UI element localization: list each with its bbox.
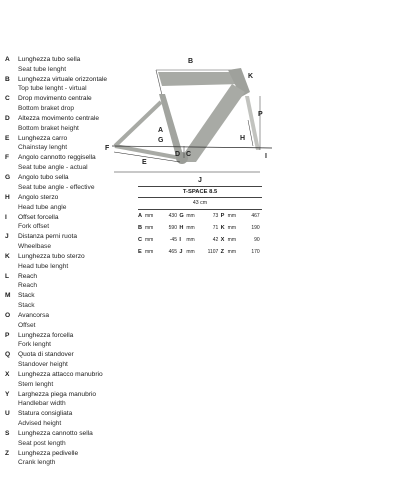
- legend-label-en: Seat tube angle - actual: [18, 164, 88, 172]
- measure-code: G: [179, 213, 184, 219]
- legend-entry: [3, 232, 103, 252]
- legend-code: K: [5, 252, 10, 260]
- label-B: B: [188, 58, 194, 65]
- legend-entry: [3, 114, 103, 134]
- legend-code: I: [5, 213, 7, 221]
- geometry-cell: [138, 210, 179, 222]
- label-K: K: [248, 73, 254, 80]
- label-E: E: [142, 159, 147, 166]
- legend-label-en: Top tube lenght - virtual: [18, 85, 87, 93]
- legend-label-it: Avancorsa: [18, 311, 50, 319]
- legend-code: Q: [5, 351, 11, 359]
- legend-code: G: [5, 174, 11, 182]
- legend-label-en: Fork offset: [18, 223, 50, 231]
- legend-code: L: [5, 272, 10, 280]
- legend-label-it: Angolo sterzo: [18, 193, 59, 201]
- legend-code: Z: [5, 449, 10, 457]
- legend-label-en: Chainstay lenght: [18, 144, 68, 152]
- legend-code: S: [5, 430, 10, 438]
- measure-value: 170: [251, 249, 260, 255]
- geometry-cell: [221, 234, 262, 246]
- legend-entry: [3, 213, 103, 233]
- legend-entry: [3, 153, 103, 173]
- legend-entry: [3, 272, 103, 292]
- geometry-cell: [221, 222, 262, 234]
- measure-code: P: [220, 213, 225, 219]
- legend-label-en: Offset: [18, 321, 36, 329]
- geometry-cell: [179, 234, 220, 246]
- legend-entry: [3, 311, 103, 331]
- legend-label-en: Crank length: [18, 459, 56, 467]
- legend-entry: [3, 390, 103, 410]
- label-J: J: [198, 177, 202, 184]
- measure-code: E: [138, 249, 142, 255]
- geometry-rows: [138, 210, 262, 258]
- measure-value: -45: [169, 237, 177, 243]
- measure-code: X: [220, 237, 225, 243]
- legend-label-en: Stack: [18, 301, 35, 309]
- measure-code: B: [138, 225, 143, 231]
- measure-value: 590: [168, 225, 177, 231]
- legend-label-en: Bottom braket drop: [18, 105, 75, 113]
- measure-unit: mm: [145, 225, 154, 231]
- legend-code: P: [5, 331, 10, 339]
- label-I: I: [265, 153, 267, 160]
- legend-label-en: Head tube lenght: [18, 262, 69, 270]
- frame-size: 43 cm: [138, 198, 262, 210]
- measure-unit: mm: [227, 237, 236, 243]
- legend-code: U: [5, 410, 10, 418]
- measure-code: K: [220, 225, 225, 231]
- measure-unit: mm: [227, 225, 236, 231]
- legend-entry: [3, 409, 103, 429]
- geometry-row: [138, 210, 262, 222]
- legend-label-it: Offset forcella: [18, 213, 59, 221]
- legend-entry: [3, 173, 103, 193]
- geometry-row: [138, 234, 262, 246]
- legend-entry: [3, 291, 103, 311]
- legend-entry: [3, 134, 103, 154]
- measure-unit: mm: [186, 237, 195, 243]
- legend-label-en: Reach: [18, 282, 38, 290]
- legend-label-en: Fork lenght: [18, 341, 51, 349]
- legend-entry: [3, 331, 103, 351]
- label-H: H: [240, 135, 246, 142]
- model-name: T-SPACE 8.5: [138, 186, 262, 198]
- legend-label-it: Drop movimento centrale: [18, 95, 92, 103]
- geometry-cell: [221, 210, 262, 222]
- measure-unit: mm: [186, 225, 195, 231]
- legend-code: B: [5, 75, 10, 83]
- legend-entry: [3, 252, 103, 272]
- legend-label-it: Lunghezza tubo sterzo: [18, 252, 85, 260]
- measure-code: J: [179, 249, 183, 255]
- legend-label-en: Stem lenght: [18, 380, 54, 388]
- legend-label-it: Larghezza piega manubrio: [18, 390, 97, 398]
- legend-label-it: Angolo cannotto reggisella: [18, 154, 96, 162]
- legend-code: J: [5, 233, 9, 241]
- legend-label-it: Quota di standover: [18, 351, 74, 359]
- legend-code: X: [5, 371, 10, 378]
- legend-label-it: Lunghezza cannotto sella: [18, 430, 93, 438]
- geometry-table: [138, 186, 262, 258]
- legend-label-en: Standover height: [18, 361, 68, 368]
- geometry-row: [138, 246, 262, 258]
- legend-label-en: Seat tube angle - effective: [18, 183, 95, 191]
- seat-stay: [115, 102, 164, 146]
- measure-unit: mm: [145, 213, 154, 219]
- legend-entry: [3, 429, 103, 449]
- measure-value: 90: [254, 237, 260, 243]
- measure-unit: mm: [227, 213, 236, 219]
- legend-entry: [3, 350, 103, 370]
- geometry-cell: [138, 246, 179, 258]
- measure-unit: mm: [186, 249, 195, 255]
- legend-code: H: [5, 193, 10, 201]
- geometry-cell: [179, 222, 220, 234]
- legend-label-it: Distanza perni ruota: [18, 233, 78, 241]
- chain-stay: [115, 146, 180, 158]
- label-A: A: [158, 127, 164, 134]
- measure-code: H: [179, 225, 184, 231]
- legend-entry: [3, 55, 103, 75]
- legend-code: E: [5, 134, 10, 142]
- measure-unit: mm: [145, 237, 154, 243]
- legend-label-en: Seat tube lenght: [18, 65, 67, 73]
- legend-label-it: Lunghezza attacco manubrio: [18, 371, 103, 378]
- top-tube: [158, 72, 242, 86]
- legend-code: C: [5, 95, 10, 103]
- legend-entry: [3, 75, 108, 95]
- legend-label-en: Seat post length: [18, 439, 66, 447]
- measure-code: A: [138, 213, 143, 219]
- legend-code: D: [5, 115, 10, 123]
- geometry-cell: [179, 210, 220, 222]
- legend-label-it: Angolo tubo sella: [18, 174, 69, 182]
- measure-value: 73: [212, 213, 219, 219]
- label-F: F: [105, 145, 110, 152]
- legend-label-it: Altezza movimento centrale: [18, 115, 99, 123]
- legend-code: Y: [5, 390, 10, 398]
- label-C: C: [186, 151, 192, 158]
- geometry-cell: [138, 234, 179, 246]
- legend-label-it: Stack: [18, 292, 35, 300]
- measure-value: 42: [212, 237, 219, 243]
- legend-code: M: [5, 292, 11, 300]
- label-P: P: [258, 111, 263, 118]
- geometry-row: [138, 222, 262, 234]
- measure-value: 465: [168, 249, 177, 255]
- measurement-legend: [3, 55, 108, 468]
- legend-label-it: Lunghezza tubo sella: [18, 56, 81, 63]
- label-G: G: [158, 137, 164, 144]
- legend-code: O: [5, 311, 11, 319]
- geometry-cell: [179, 246, 220, 258]
- geometry-cell: [138, 222, 179, 234]
- legend-label-en: Advised height: [18, 420, 62, 428]
- legend-label-it: Lunghezza pedivelle: [18, 449, 79, 457]
- legend-entry: [3, 193, 103, 213]
- legend-code: F: [5, 154, 10, 162]
- measure-value: 1107: [207, 249, 219, 255]
- legend-label-it: Lunghezza virtuale orizzontale: [18, 75, 108, 83]
- measure-unit: mm: [186, 213, 195, 219]
- legend-label-it: Statura consigliata: [18, 410, 73, 418]
- measure-value: 71: [212, 225, 219, 231]
- legend-entry: [3, 94, 103, 114]
- measure-unit: mm: [145, 249, 154, 255]
- measure-value: 190: [251, 225, 260, 231]
- legend-label-en: Head tube angle: [18, 203, 67, 211]
- measure-value: 430: [168, 213, 177, 219]
- label-D: D: [175, 151, 181, 158]
- geometry-cell: [221, 246, 262, 258]
- legend-label-en: Wheelbase: [18, 242, 51, 250]
- legend-label-en: Bottom braket height: [18, 124, 79, 132]
- measure-code: I: [179, 237, 181, 243]
- measure-unit: mm: [227, 249, 236, 255]
- legend-label-en: Handlebar width: [18, 400, 66, 408]
- legend-entry: [3, 449, 103, 469]
- legend-code: A: [5, 56, 10, 63]
- measure-code: Z: [220, 249, 225, 255]
- legend-label-it: Reach: [18, 272, 38, 280]
- fork: [245, 96, 260, 150]
- legend-entry: [3, 370, 103, 390]
- measure-value: 467: [251, 213, 260, 219]
- legend-label-it: Lunghezza carro: [18, 134, 68, 142]
- measure-code: C: [138, 237, 143, 243]
- bike-frame-diagram: [100, 50, 275, 185]
- legend-label-it: Lunghezza forcella: [18, 331, 74, 339]
